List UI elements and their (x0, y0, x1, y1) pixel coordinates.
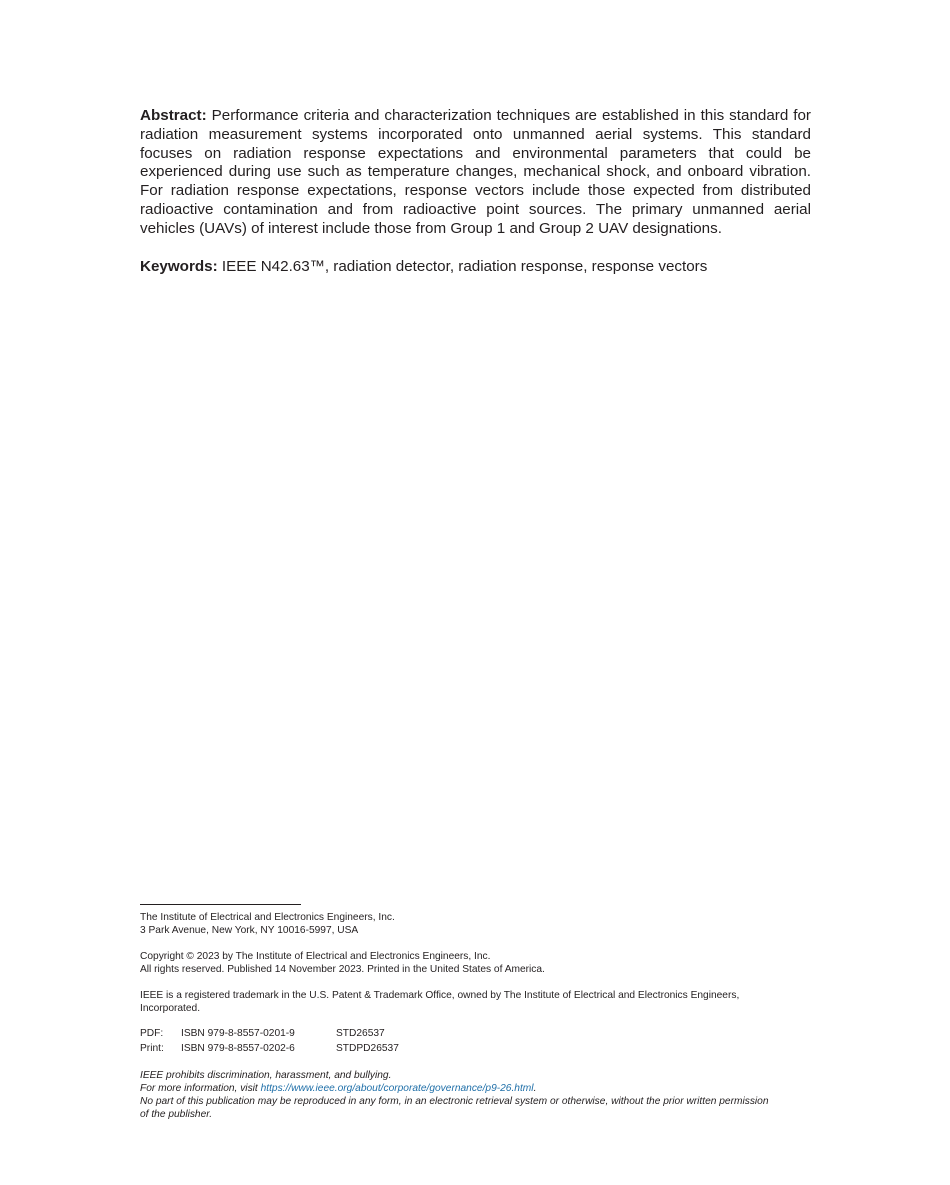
more-info-suffix: . (533, 1083, 537, 1094)
footnote-divider (140, 904, 301, 905)
publisher-block (140, 911, 820, 937)
reproduction-notice-1: No part of this publication may be reproduced in any form, in an electronic retrieval system or otherwise, without the prior written permission (140, 1096, 769, 1107)
abstract-paragraph (140, 107, 811, 239)
governance-link[interactable]: https://www.ieee.org/about/corporate/governance/p9-26.html (260, 1083, 534, 1094)
more-info-prefix: For more information, visit (140, 1083, 261, 1094)
isbn-row (140, 1042, 399, 1057)
legal-notice (140, 1069, 812, 1121)
publisher-name: The Institute of Electrical and Electronics Engineers, Inc. (140, 912, 395, 923)
publisher-address: 3 Park Avenue, New York, NY 10016-5997, USA (140, 925, 359, 936)
isbn-format: PDF: (140, 1028, 164, 1039)
keywords-text: IEEE N42.63™, radiation detector, radiation response, response vectors (217, 258, 708, 275)
keywords-label: Keywords: (140, 258, 218, 275)
copyright-block (140, 950, 820, 976)
isbn-code: STDPD26537 (336, 1043, 399, 1054)
isbn-number: ISBN 979-8-8557-0201-9 (181, 1028, 295, 1039)
isbn-code: STD26537 (336, 1028, 385, 1039)
abstract-label: Abstract: (140, 107, 207, 124)
copyright-line: Copyright © 2023 by The Institute of Electrical and Electronics Engineers, Inc. (140, 951, 491, 962)
trademark-line-2: Incorporated. (140, 1003, 201, 1014)
abstract-text: Performance criteria and characterization techniques are established in this standard for radiation measurement systems incorporated onto unmanned aerial systems. This standard focuses on radiation response expectations and environmental parameters that could be experienced during use such as temperature changes, mechanical shock, and onboard vibration. For radiation response expectations, response vectors include those expected from distributed radioactive contamination and from radioactive point sources. The primary unmanned aerial vehicles (UAVs) of interest include those from Group 1 and Group 2 UAV designations. (140, 107, 811, 237)
isbn-format: Print: (140, 1043, 164, 1054)
isbn-row (140, 1027, 399, 1042)
discrimination-notice: IEEE prohibits discrimination, harassment, and bullying. (140, 1070, 392, 1081)
isbn-number: ISBN 979-8-8557-0202-6 (181, 1043, 295, 1054)
more-info-line (140, 1082, 812, 1095)
keywords-paragraph (140, 258, 811, 277)
rights-line: All rights reserved. Published 14 November 2023. Printed in the United States of America. (140, 964, 545, 975)
isbn-table (140, 1027, 399, 1057)
trademark-line-1: IEEE is a registered trademark in the U.S. Patent & Trademark Office, owned by The Institute of Electrical and Electronics Engineers, (140, 990, 740, 1001)
reproduction-notice-2: of the publisher. (140, 1109, 213, 1120)
trademark-block (140, 989, 820, 1015)
